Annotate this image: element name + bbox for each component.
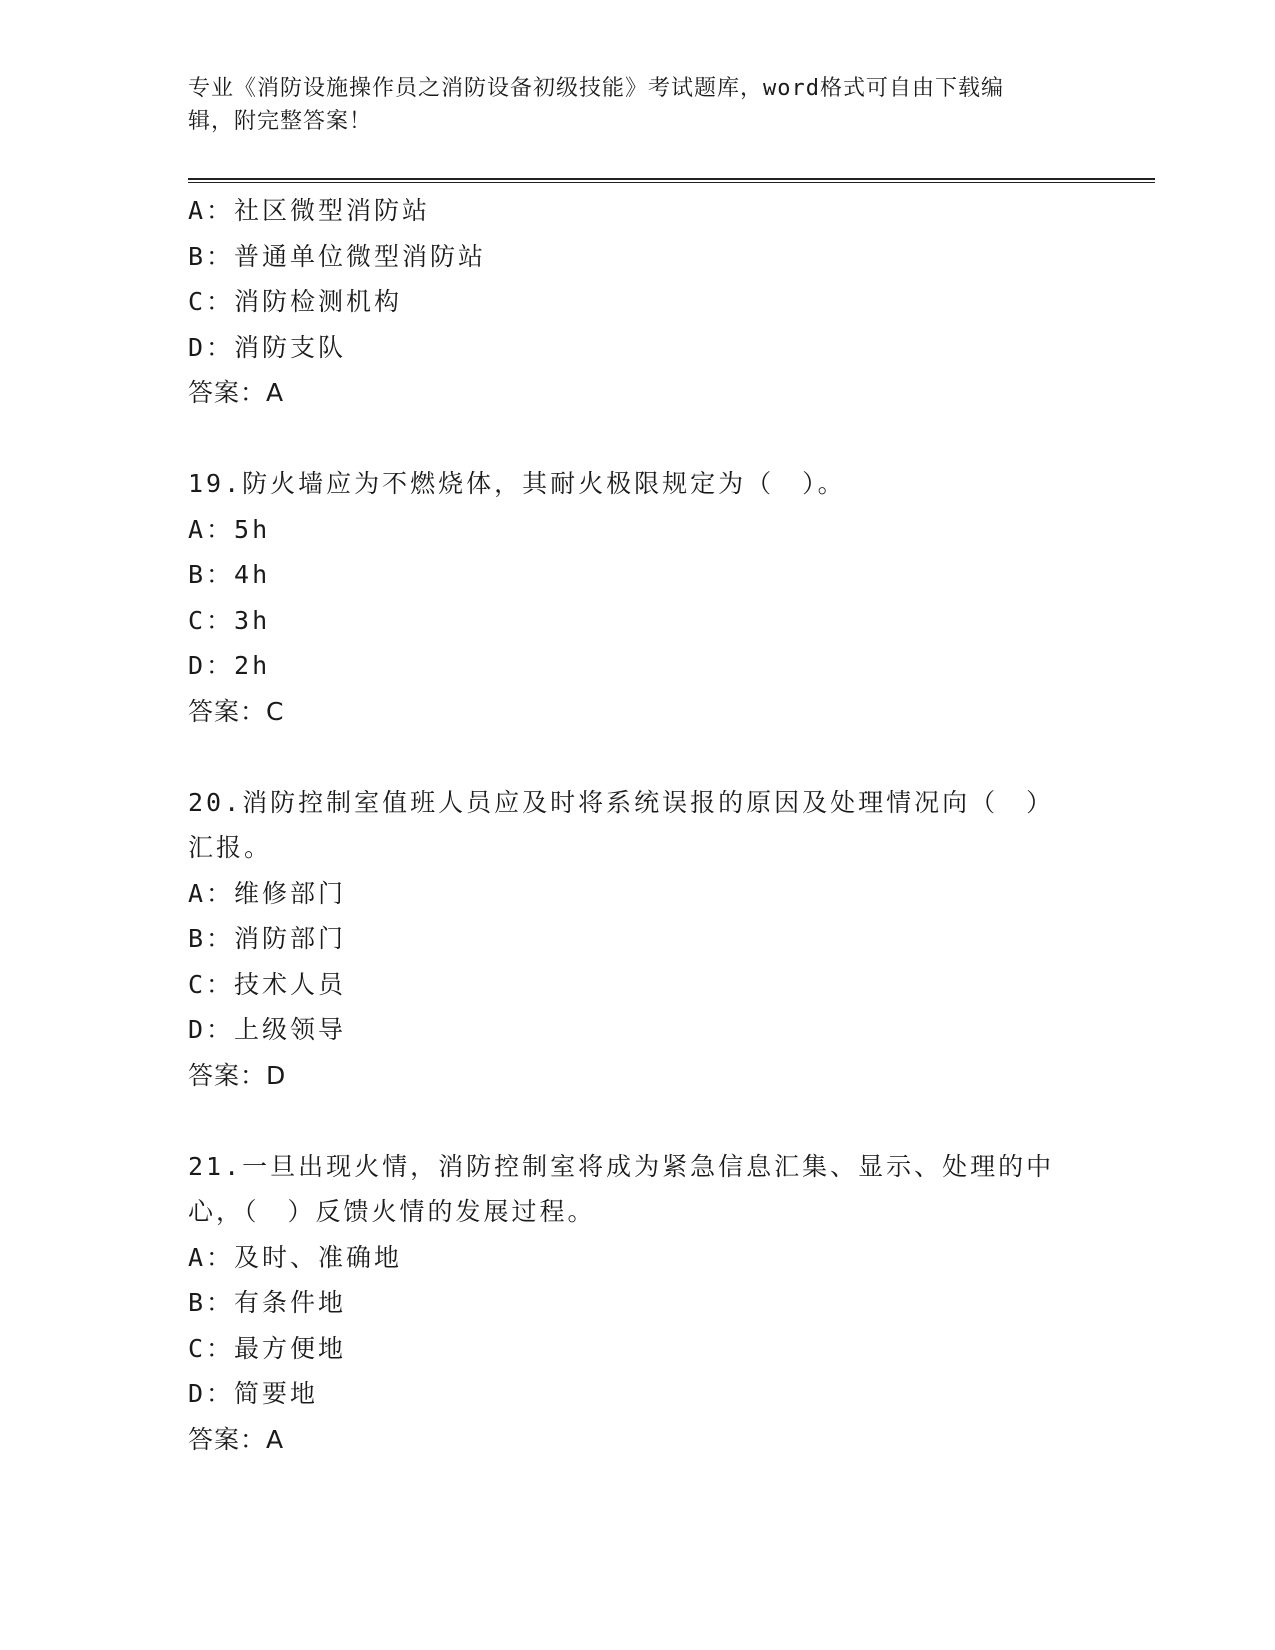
question-stem xyxy=(188,461,1088,507)
option-b: B：消防部门 xyxy=(188,924,347,953)
question-stem xyxy=(188,1144,1088,1235)
header-divider xyxy=(188,178,1155,183)
answer-line: 答案：A xyxy=(188,1424,285,1454)
header-note-line-2: 辑，附完整答案！ xyxy=(188,109,373,134)
option-c: C：最方便地 xyxy=(188,1333,347,1363)
option-b: B：有条件地 xyxy=(188,1288,347,1317)
question-stem-line-2: 心，（ ）反馈火情的发展过程。 xyxy=(188,1197,596,1226)
question-stem-line-1: 19.防火墙应为不燃烧体，其耐火极限规定为（ ）。 xyxy=(188,469,846,498)
option-d: D：2h xyxy=(188,651,271,680)
option-a: A：5h xyxy=(188,514,271,544)
question-stem-line-1: 20.消防控制室值班人员应及时将系统误报的原因及处理情况向（ ） xyxy=(188,787,1055,817)
option-a: A：及时、准确地 xyxy=(188,1242,403,1272)
option-c: C：消防检测机构 xyxy=(188,287,403,316)
question-block-21 xyxy=(188,1144,1088,1463)
header-note-line-1: 专业《消防设施操作员之消防设备初级技能》考试题库，word格式可自由下载编 xyxy=(188,76,1004,101)
option-c: C：3h xyxy=(188,605,271,635)
question-block-18 xyxy=(188,188,1088,416)
option-b: B：普通单位微型消防站 xyxy=(188,241,487,271)
answer-line: 答案：D xyxy=(188,1060,287,1090)
question-stem-line-2: 汇报。 xyxy=(188,833,273,862)
option-a: A：维修部门 xyxy=(188,878,347,908)
option-d: D：简要地 xyxy=(188,1379,319,1408)
option-d: D：上级领导 xyxy=(188,1015,347,1044)
question-list xyxy=(188,188,1088,1462)
header-note xyxy=(188,72,1068,138)
question-stem-line-1: 21.一旦出现火情，消防控制室将成为紧急信息汇集、显示、处理的中 xyxy=(188,1151,1055,1181)
question-stem xyxy=(188,780,1088,871)
answer-line: 答案：A xyxy=(188,378,285,407)
option-c: C：技术人员 xyxy=(188,969,347,999)
question-block-19 xyxy=(188,461,1088,734)
question-block-20 xyxy=(188,780,1088,1099)
answer-line: 答案：C xyxy=(188,696,285,726)
option-d: D：消防支队 xyxy=(188,332,347,362)
option-a: A：社区微型消防站 xyxy=(188,196,431,225)
option-b: B：4h xyxy=(188,560,271,589)
